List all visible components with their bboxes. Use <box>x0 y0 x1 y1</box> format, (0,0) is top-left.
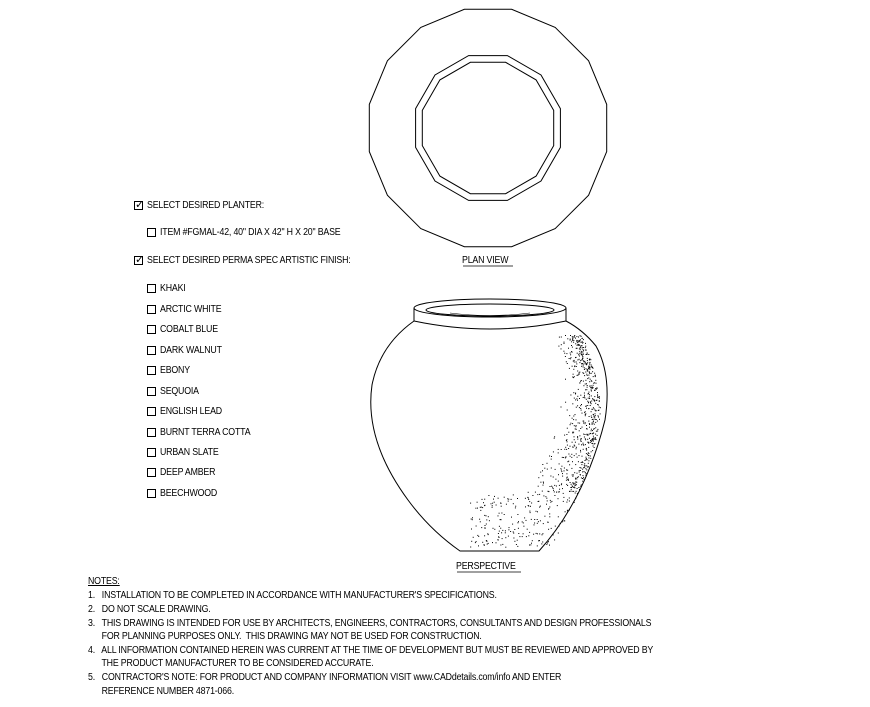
select-planter-checkbox[interactable] <box>134 198 145 211</box>
select-finish-label: SELECT DESIRED PERMA SPEC ARTISTIC FINISH: <box>147 255 351 266</box>
finish-label: BEECHWOOD <box>160 488 218 499</box>
finish-label: URBAN SLATE <box>160 447 219 458</box>
perspective-pot <box>371 299 607 551</box>
finish-checkbox[interactable] <box>147 428 156 437</box>
finish-checkbox[interactable] <box>147 448 156 457</box>
checkmark-icon: ✓ <box>135 253 145 266</box>
note-line: 3. THIS DRAWING IS INTENDED FOR USE BY ARCHITECTS, ENGINEERS, CONTRACTORS, CONSULTANTS AND DESIGN PROFESSIONALS <box>88 618 652 629</box>
finish-label: SEQUOIA <box>160 386 199 397</box>
plan-view-outer-rim <box>369 9 606 246</box>
finish-checkbox[interactable] <box>147 387 156 396</box>
note-line: 1. INSTALLATION TO BE COMPLETED IN ACCORDANCE WITH MANUFACTURER'S SPECIFICATIONS. <box>88 590 497 601</box>
plan-view-inner-rim <box>416 56 561 201</box>
note-line: REFERENCE NUMBER 4871-066. <box>88 686 234 697</box>
note-line: FOR PLANNING PURPOSES ONLY. THIS DRAWING MAY NOT BE USED FOR CONSTRUCTION. <box>88 631 482 642</box>
finish-checkbox[interactable] <box>147 468 156 477</box>
item-checkbox[interactable] <box>147 228 156 237</box>
finish-checkbox[interactable] <box>147 346 156 355</box>
finish-label: KHAKI <box>160 283 186 294</box>
finish-checkbox[interactable] <box>147 366 156 375</box>
finish-label: ENGLISH LEAD <box>160 406 222 417</box>
finish-label: COBALT BLUE <box>160 324 218 335</box>
finish-checkbox[interactable] <box>147 407 156 416</box>
note-line: THE PRODUCT MANUFACTURER TO BE CONSIDERED ACCURATE. <box>88 658 374 669</box>
finish-checkbox[interactable] <box>147 325 156 334</box>
notes-heading: NOTES: <box>88 576 120 587</box>
finish-checkbox[interactable] <box>147 305 156 314</box>
finish-checkbox[interactable] <box>147 284 156 293</box>
finish-label: DARK WALNUT <box>160 345 222 356</box>
finish-label: DEEP AMBER <box>160 467 216 478</box>
perspective-label: PERSPECTIVE <box>456 561 516 572</box>
item-label: ITEM #FGMAL-42, 40" DIA X 42" H X 20" BASE <box>160 227 341 238</box>
note-line: 2. DO NOT SCALE DRAWING. <box>88 604 211 615</box>
finish-checkbox[interactable] <box>147 489 156 498</box>
select-finish-checkbox[interactable] <box>134 253 145 266</box>
note-line: 4. ALL INFORMATION CONTAINED HEREIN WAS CURRENT AT THE TIME OF DEVELOPMENT BUT MUST BE REVIEWED AND APPROVED BY <box>88 645 654 656</box>
finish-label: EBONY <box>160 365 190 376</box>
plan-view-label: PLAN VIEW <box>462 255 509 266</box>
plan-view-inner-opening <box>422 62 553 193</box>
select-planter-label: SELECT DESIRED PLANTER: <box>147 200 265 211</box>
checkmark-icon: ✓ <box>135 198 145 211</box>
finish-label: BURNT TERRA COTTA <box>160 427 251 438</box>
finish-label: ARCTIC WHITE <box>160 304 222 315</box>
note-line: 5. CONTRACTOR'S NOTE: FOR PRODUCT AND COMPANY INFORMATION VISIT www.CADdetails.com/info AND ENTER <box>88 672 562 683</box>
